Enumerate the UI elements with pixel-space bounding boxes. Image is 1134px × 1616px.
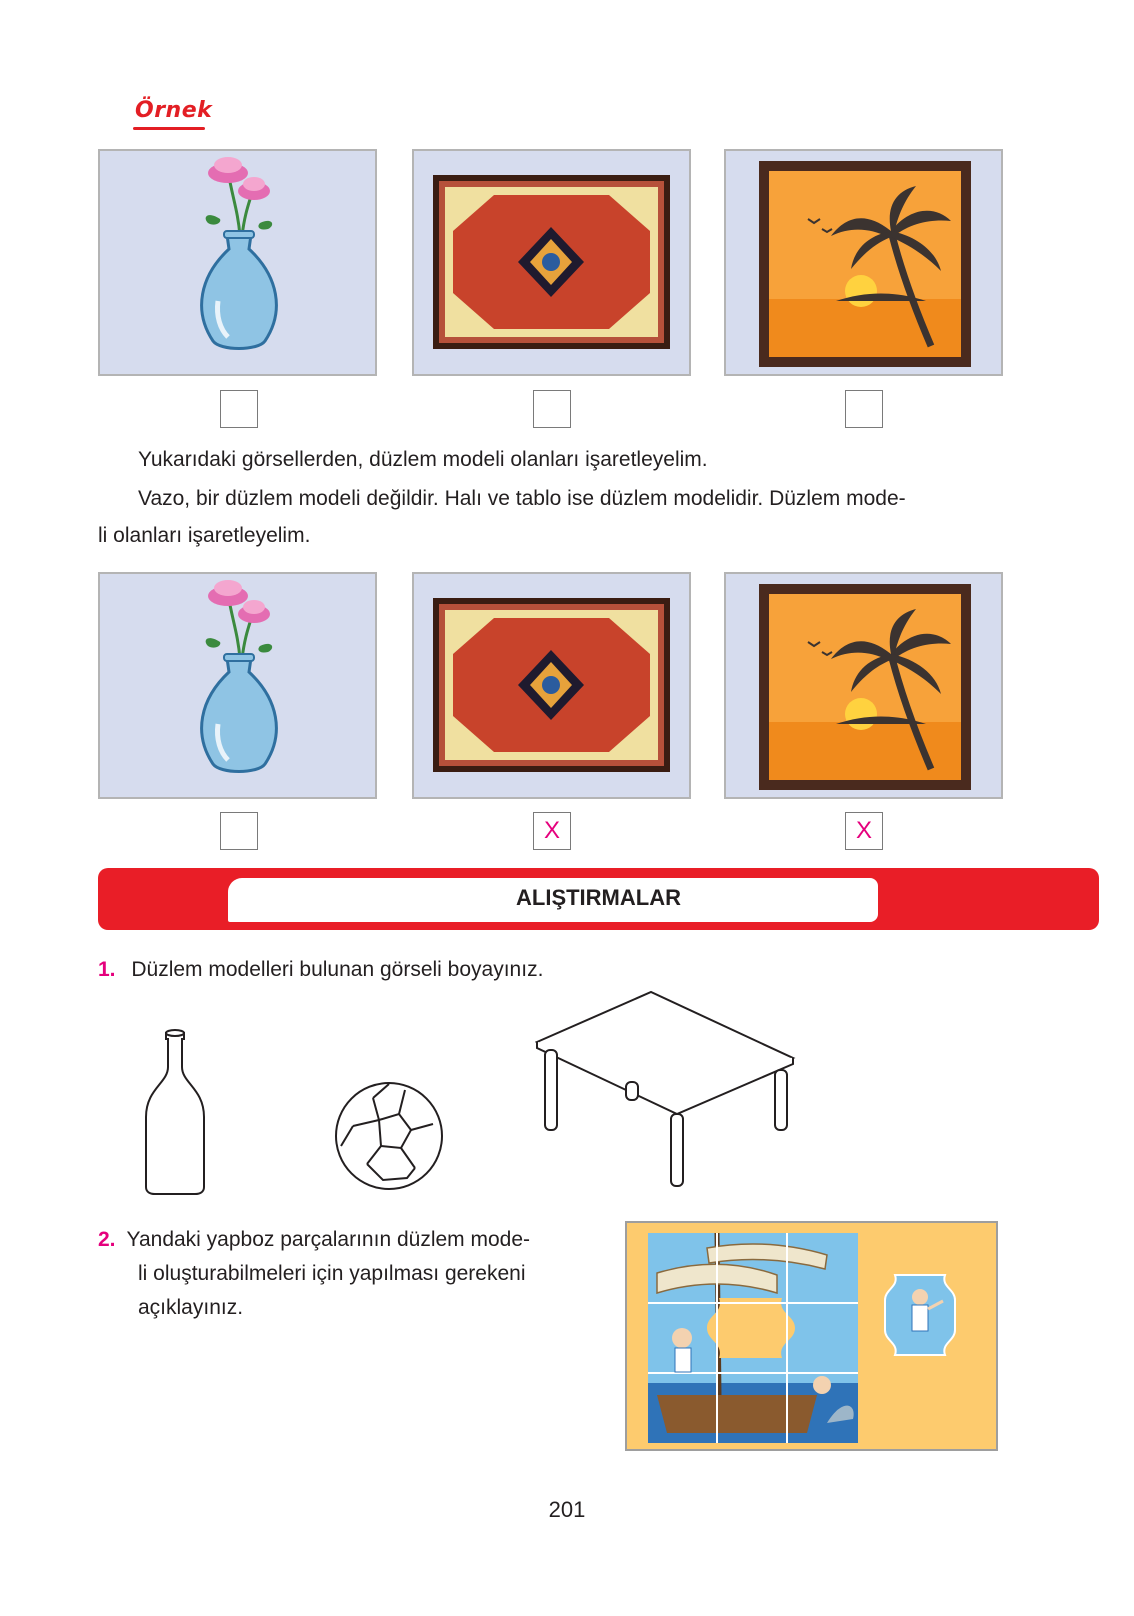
- vase-checkbox-1[interactable]: [220, 390, 258, 428]
- question-1-number: 1.: [98, 958, 116, 981]
- carpet-checkbox-1[interactable]: [533, 390, 571, 428]
- question-2-line1: [98, 1223, 603, 1257]
- vase-checkbox-2[interactable]: [220, 812, 258, 850]
- carpet-panel-2: [412, 572, 691, 799]
- bottle-icon[interactable]: [140, 1025, 210, 1195]
- example-explanation-line2: li olanları işaretleyelim.: [98, 524, 311, 547]
- page-number: 201: [548, 1497, 586, 1522]
- question-1: [98, 953, 543, 987]
- vase-icon: [100, 574, 375, 797]
- painting-icon: [726, 151, 1001, 374]
- table-icon[interactable]: [535, 990, 797, 1190]
- example-heading-underline: [133, 127, 205, 130]
- question-2-text-line3: açıklayınız.: [138, 1296, 244, 1319]
- soccer-ball-icon[interactable]: [333, 1080, 445, 1192]
- exercises-banner: [98, 868, 1099, 930]
- vase-icon: [100, 151, 375, 374]
- vase-panel-1: [98, 149, 377, 376]
- painting-checkbox-2[interactable]: X: [845, 812, 883, 850]
- carpet-icon: [414, 574, 689, 797]
- example-heading: Örnek: [135, 98, 213, 123]
- painting-checkbox-1[interactable]: [845, 390, 883, 428]
- carpet-panel-1: [412, 149, 691, 376]
- carpet-checkbox-2[interactable]: X: [533, 812, 571, 850]
- vase-panel-2: [98, 572, 377, 799]
- carpet-icon: [414, 151, 689, 374]
- puzzle-icon: [627, 1223, 996, 1449]
- exercises-title: ALIŞTIRMALAR: [516, 885, 681, 910]
- painting-panel-1: [724, 149, 1003, 376]
- question-1-text: Düzlem modelleri bulunan görseli boyayınız.: [131, 958, 544, 981]
- question-2-number: 2.: [98, 1228, 116, 1251]
- painting-panel-2: [724, 572, 1003, 799]
- question-2-text-line1: Yandaki yapboz parçalarının düzlem mode-: [126, 1228, 531, 1251]
- example-explanation-line1: Vazo, bir düzlem modeli değildir. Halı ve tablo ise düzlem modelidir. Düzlem mode-: [138, 487, 906, 510]
- question-2: [98, 1223, 603, 1325]
- question-2-text-line2: li oluşturabilmeleri için yapılması gerekeni: [138, 1262, 526, 1285]
- puzzle-illustration: [625, 1221, 998, 1451]
- example-instruction: Yukarıdaki görsellerden, düzlem modeli olanları işaretleyelim.: [138, 448, 708, 471]
- painting-icon: [726, 574, 1001, 797]
